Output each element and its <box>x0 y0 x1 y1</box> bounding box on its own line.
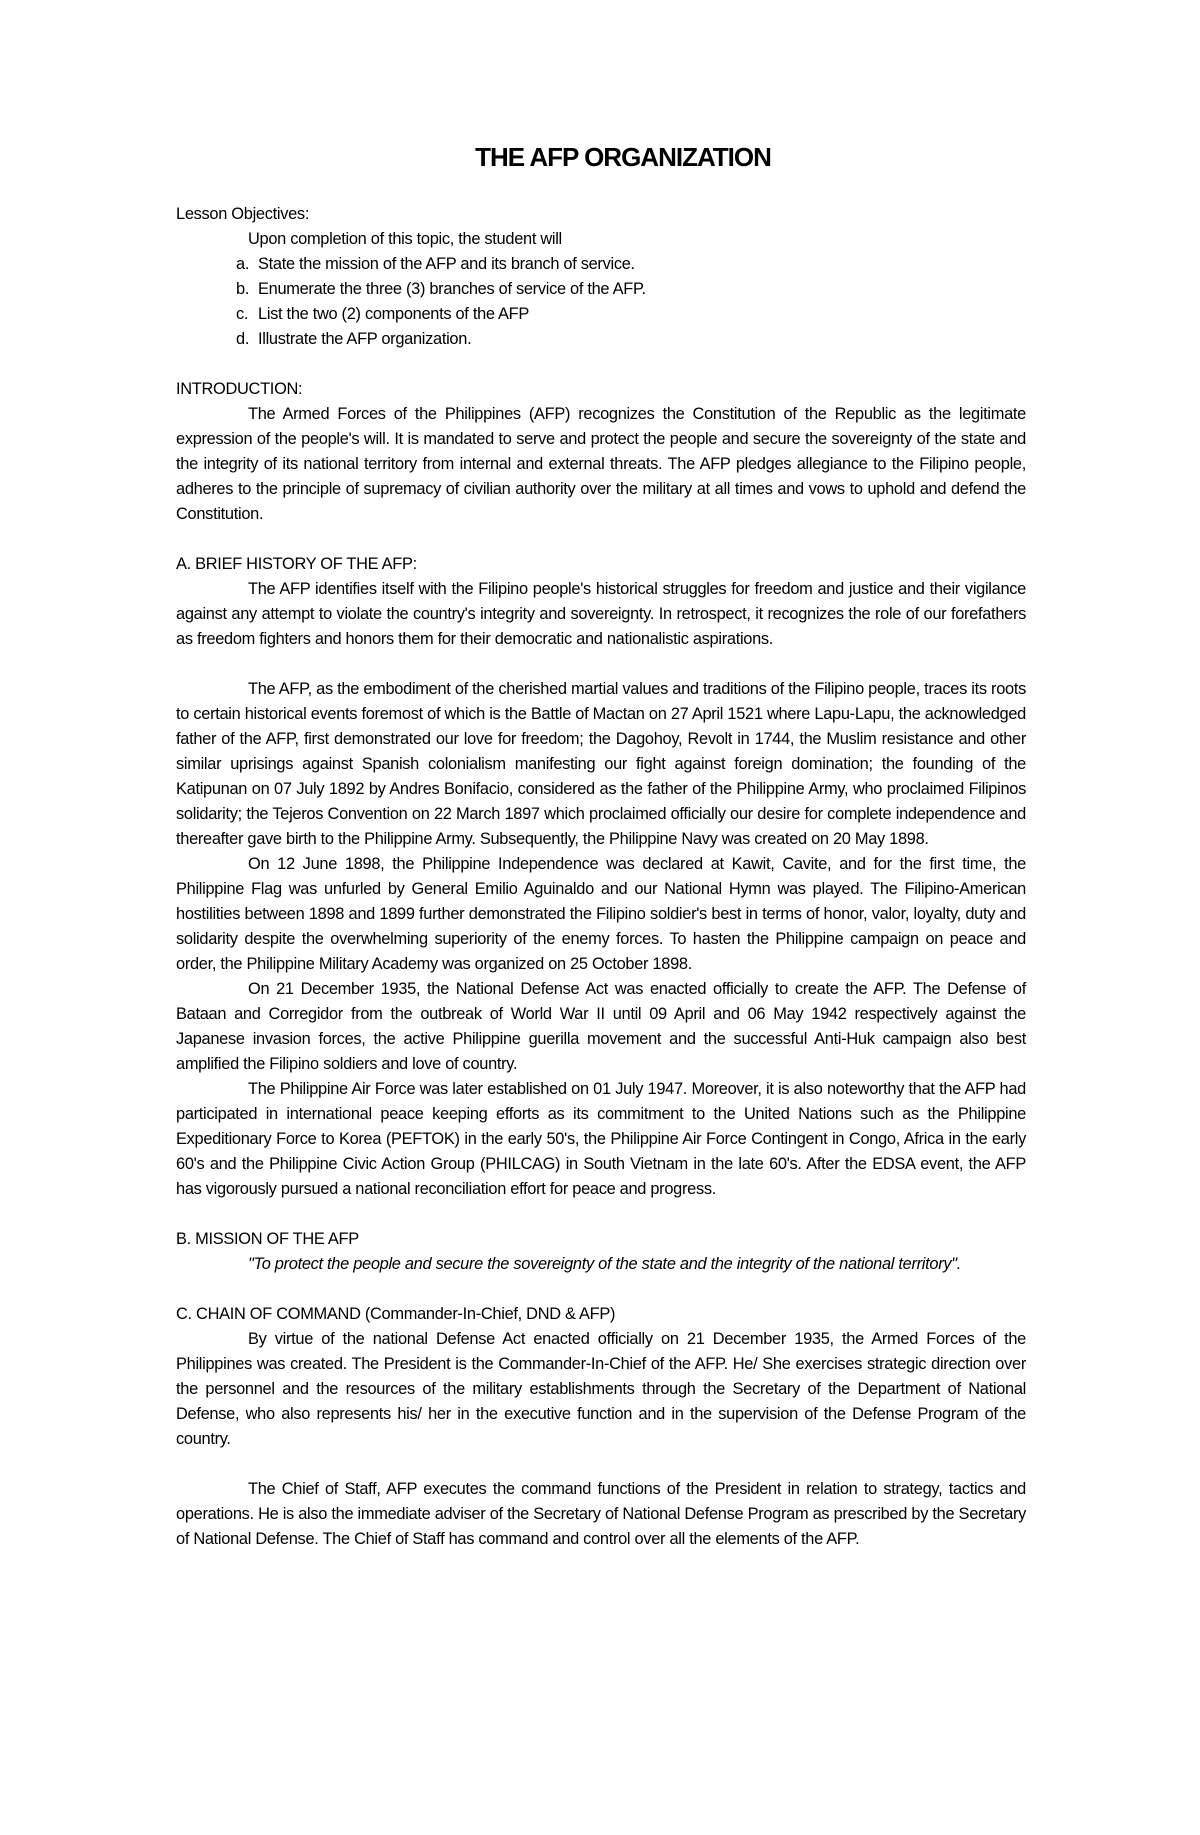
lesson-objectives-intro: Upon completion of this topic, the student will <box>248 230 562 248</box>
lesson-objectives-heading: Lesson Objectives: <box>176 205 310 223</box>
objective-item <box>236 327 1026 352</box>
objective-text: Illustrate the AFP organization. <box>258 330 472 348</box>
history-paragraph-4: On 21 December 1935, the National Defense Act was enacted officially to create the AFP. The Defense of Bataan and Corregidor from the outbreak of World War II until 09 April and 06 May 1942 respectively against the Japanese invasion forces, the active Philippine guerilla movement and the successful Anti-Huk campaign also best amplified the Filipino soldiers and love of country. <box>176 980 1026 1073</box>
history-paragraph-5: The Philippine Air Force was later established on 01 July 1947. Moreover, it is also noteworthy that the AFP had participated in international peace keeping efforts as its commitment to the United Nations such as the Philippine Expeditionary Force to Korea (PEFTOK) in the early 50's, the Philippine Air Force Contingent in Congo, Africa in the early 60's and the Philippine Civic Action Group (PHILCAG) in South Vietnam in the late 60's. After the EDSA event, the AFP has vigorously pursued a national reconciliation effort for peace and progress. <box>176 1080 1026 1198</box>
history-paragraph-1: The AFP identifies itself with the Filipino people's historical struggles for freedom and justice and their vigilance against any attempt to violate the country's integrity and sovereignty. In retrospect, it recognizes the role of our forefathers as freedom fighters and honors them for their democratic and nationalistic aspirations. <box>176 580 1026 648</box>
chain-of-command-heading: C. CHAIN OF COMMAND (Commander-In-Chief, DND & AFP) <box>176 1305 616 1323</box>
objective-item <box>236 302 1026 327</box>
objective-text: Enumerate the three (3) branches of service of the AFP. <box>258 280 646 298</box>
objective-text: State the mission of the AFP and its branch of service. <box>258 255 635 273</box>
mission-statement: "To protect the people and secure the sovereignty of the state and the integrity of the national territory". <box>248 1255 962 1273</box>
history-paragraph-2: The AFP, as the embodiment of the cherished martial values and traditions of the Filipino people, traces its roots to certain historical events foremost of which is the Battle of Mactan on 27 April 1521 where Lapu-Lapu, the acknowledged father of the AFP, first demonstrated our love for freedom; the Dagohoy, Revolt in 1744, the Muslim resistance and other similar uprisings against Spanish colonialism manifesting our fight against foreign domination; the founding of the Katipunan on 07 July 1892 by Andres Bonifacio, considered as the father of the Philippine Army, who proclaimed Filipinos solidarity; the Tejeros Convention on 22 March 1897 which proclaimed officially our desire for complete independence and thereafter gave birth to the Philippine Army. Subsequently, the Philippine Navy was created on 20 May 1898. <box>176 680 1026 848</box>
chain-paragraph-2: The Chief of Staff, AFP executes the command functions of the President in relation to strategy, tactics and operations. He is also the immediate adviser of the Secretary of National Defense Program as prescribed by the Secretary of National Defense. The Chief of Staff has command and control over all the elements of the AFP. <box>176 1480 1026 1548</box>
objective-letter: a. <box>236 255 250 273</box>
objective-text: List the two (2) components of the AFP <box>258 305 530 323</box>
mission-heading: B. MISSION OF THE AFP <box>176 1230 359 1248</box>
objective-item <box>236 277 1026 302</box>
introduction-heading: INTRODUCTION: <box>176 380 303 398</box>
objective-letter: c. <box>236 305 249 323</box>
objective-item <box>236 252 1026 277</box>
history-heading: A. BRIEF HISTORY OF THE AFP: <box>176 555 417 573</box>
objective-letter: d. <box>236 330 250 348</box>
objective-letter: b. <box>236 280 250 298</box>
page-title: THE AFP ORGANIZATION <box>475 142 771 172</box>
history-paragraph-3: On 12 June 1898, the Philippine Independence was declared at Kawit, Cavite, and for the first time, the Philippine Flag was unfurled by General Emilio Aguinaldo and our National Hymn was played. The Filipino-American hostilities between 1898 and 1899 further demonstrated the Filipino soldier's best in terms of honor, valor, loyalty, duty and solidarity despite the overwhelming superiority of the enemy forces. To hasten the Philippine campaign on peace and order, the Philippine Military Academy was organized on 25 October 1898. <box>176 855 1026 973</box>
document-page <box>176 140 1026 1552</box>
objectives-list <box>176 252 1026 352</box>
introduction-paragraph: The Armed Forces of the Philippines (AFP) recognizes the Constitution of the Republic as the legitimate expression of the people's will. It is mandated to serve and protect the people and secure the sovereignty of the state and the integrity of its national territory from internal and external threats. The AFP pledges allegiance to the Filipino people, adheres to the principle of supremacy of civilian authority over the military at all times and vows to uphold and defend the Constitution. <box>176 405 1026 523</box>
chain-paragraph-1: By virtue of the national Defense Act enacted officially on 21 December 1935, the Armed Forces of the Philippines was created. The President is the Commander-In-Chief of the AFP. He/ She exercises strategic direction over the personnel and the resources of the military establishments through the Secretary of the Department of National Defense, who also represents his/ her in the executive function and in the supervision of the Defense Program of the country. <box>176 1330 1026 1448</box>
